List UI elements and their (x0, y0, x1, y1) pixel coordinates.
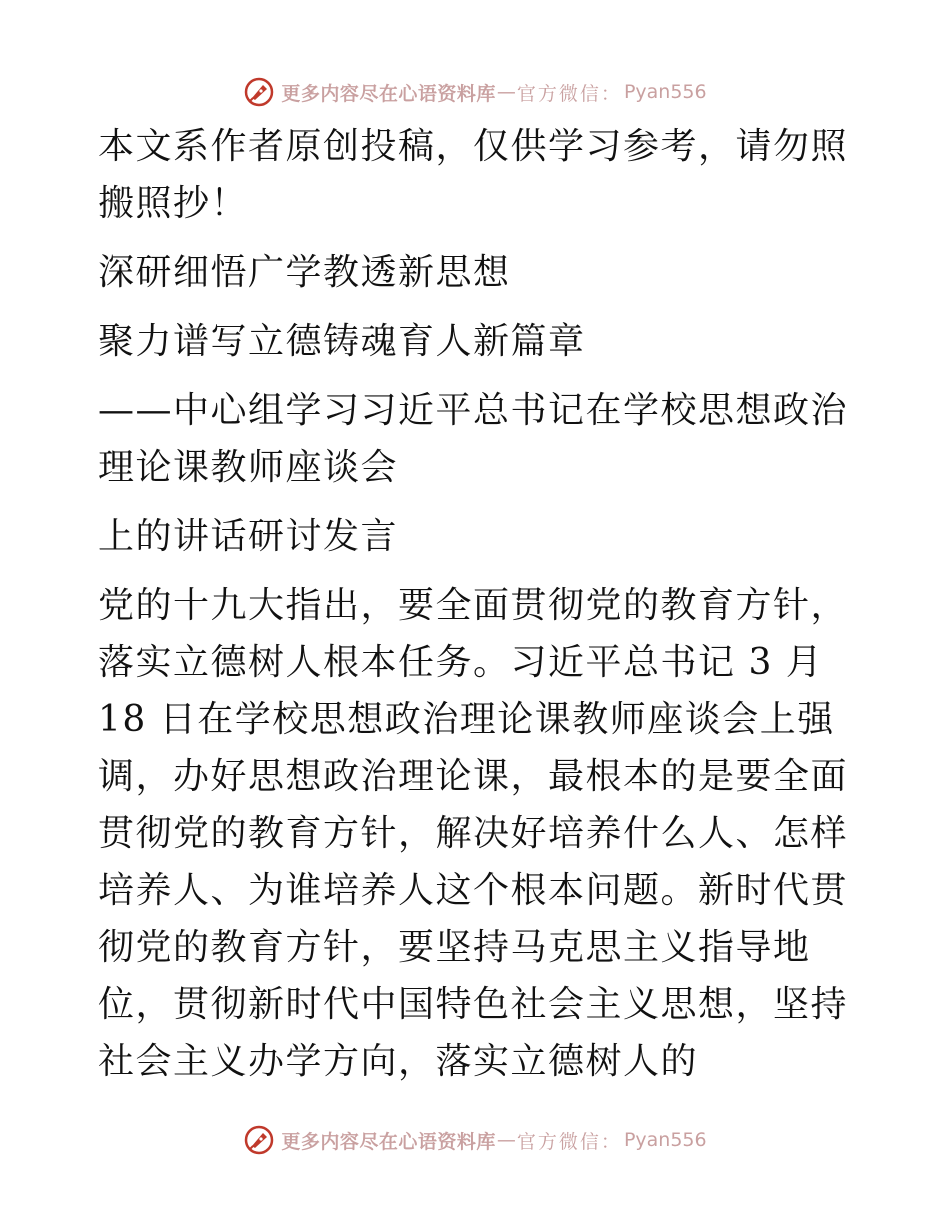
watermark-wechat-label: 官方微信： (516, 82, 622, 105)
title-line-1: 深研细悟广学教透新思想 (98, 252, 511, 293)
watermark-wechat-id: Pyan556 (623, 1129, 707, 1151)
header-watermark (0, 72, 950, 112)
disclaimer-paragraph: 本文系作者原创投稿，仅供学习参考，请勿照搬照抄！ (98, 126, 849, 224)
watermark-wechat-id: Pyan556 (623, 81, 707, 103)
watermark-brand-text: 更多内容尽在心语资料库 (281, 82, 496, 105)
subtitle-line-1: ——中心组学习习近平总书记在学校思想政治理论课教师座谈会 (98, 390, 849, 488)
title-line-2: 聚力谱写立德铸魂育人新篇章 (98, 321, 586, 362)
pen-nib-logo-icon (243, 1124, 275, 1156)
subtitle-line-2: 上的讲话研讨发言 (98, 516, 399, 557)
watermark-separator: — (496, 1129, 516, 1151)
watermark-separator: — (496, 81, 516, 103)
footer-watermark (0, 1120, 950, 1160)
watermark-wechat-label: 官方微信： (516, 1130, 622, 1153)
body-paragraph: 党的十九大指出，要全面贯彻党的教育方针，落实立德树人根本任务。习近平总书记 3 月 18 日在学校思想政治理论课教师座谈会上强调，办好思想政治理论课，最根本的是要全面贯彻党的教育方针，解决好培养什么人、怎样培养人、为谁培养人这个根本问题。新时代贯彻党的教育方针，要坚持马克思主义指导地位，贯彻新时代中国特色社会主义思想，坚持社会主义办学方向，落实立德树人的 (98, 585, 849, 1082)
document-body (98, 118, 850, 1090)
pen-nib-logo-icon (243, 76, 275, 108)
watermark-brand-text: 更多内容尽在心语资料库 (281, 1130, 496, 1153)
